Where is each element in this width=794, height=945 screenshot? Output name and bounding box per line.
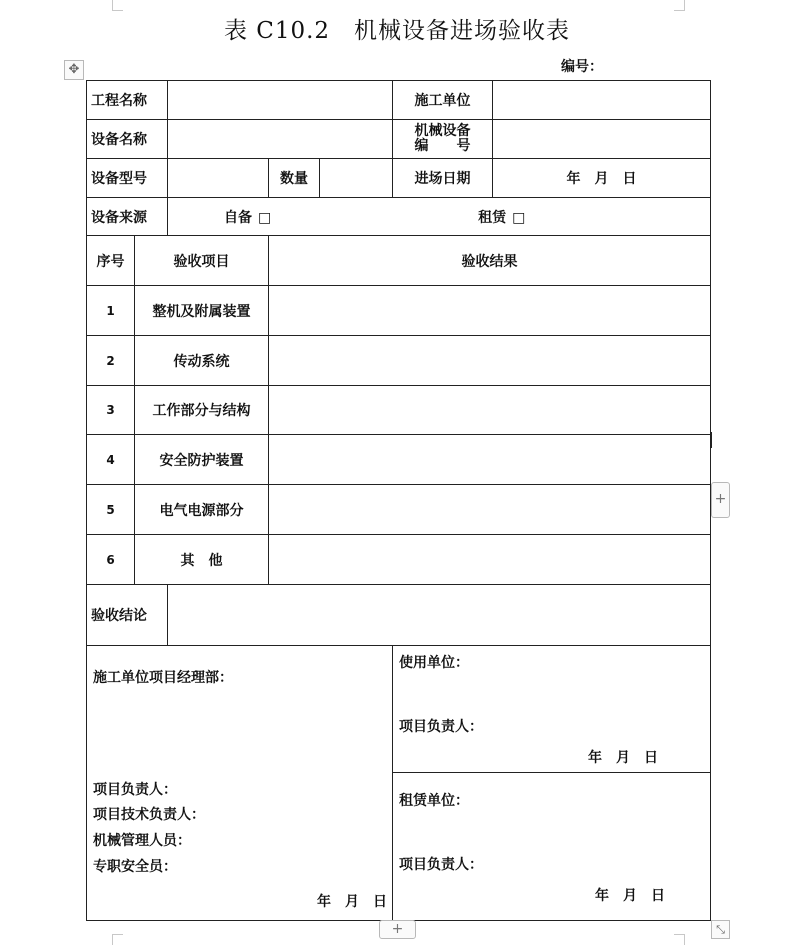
table-row <box>87 386 711 435</box>
equipment-model-label: 设备型号 <box>87 159 168 198</box>
table-row <box>87 535 711 585</box>
page-corner-bottom-right <box>674 934 685 945</box>
construction-unit-label: 施工单位 <box>393 81 493 120</box>
table-row <box>87 159 711 198</box>
table-row <box>87 336 711 386</box>
entry-date-label: 进场日期 <box>393 159 493 198</box>
item-no: 2 <box>87 336 135 386</box>
user-responsible-label: 项目负责人： <box>399 719 483 735</box>
project-name-label: 工程名称 <box>87 81 168 120</box>
source-own-label: 自备 <box>224 209 252 226</box>
equipment-number-label <box>393 120 493 159</box>
add-row-button[interactable]: + <box>379 920 416 939</box>
lease-responsible-label: 项目负责人： <box>399 857 483 873</box>
safety-officer-label: 专职安全员： <box>93 859 177 875</box>
item-no: 1 <box>87 286 135 336</box>
source-own-checkbox[interactable]: □ <box>258 209 272 226</box>
table-header-row <box>87 236 711 286</box>
item-name: 电气电源部分 <box>135 485 269 535</box>
conclusion-label: 验收结论 <box>87 585 168 646</box>
item-result-field[interactable] <box>269 386 711 435</box>
item-name: 工作部分与结构 <box>135 386 269 435</box>
technical-responsible-label: 项目技术负责人： <box>93 807 205 823</box>
project-name-field[interactable] <box>168 81 393 120</box>
add-column-button[interactable]: + <box>711 482 730 518</box>
construction-date: 年 月 日 <box>317 894 387 910</box>
item-result-field[interactable] <box>269 336 711 386</box>
table-row <box>87 120 711 159</box>
item-no: 5 <box>87 485 135 535</box>
construction-unit-field[interactable] <box>493 81 711 120</box>
item-no: 4 <box>87 435 135 485</box>
item-name: 安全防护装置 <box>135 435 269 485</box>
table-row <box>87 485 711 535</box>
source-options <box>168 198 711 236</box>
item-name: 传动系统 <box>135 336 269 386</box>
equipment-number-field[interactable] <box>493 120 711 159</box>
entry-date-field[interactable]: 年 月 日 <box>493 159 711 198</box>
col-header-no: 序号 <box>87 236 135 286</box>
table-row <box>87 286 711 336</box>
user-unit-label: 使用单位： <box>399 655 469 671</box>
lease-unit-signature-block[interactable] <box>393 773 711 921</box>
lease-unit-date: 年 月 日 <box>595 888 665 904</box>
equipment-model-field[interactable] <box>168 159 269 198</box>
item-result-field[interactable] <box>269 535 711 585</box>
construction-dept-label: 施工单位项目经理部： <box>93 670 233 686</box>
item-result-field[interactable] <box>269 485 711 535</box>
table-move-icon[interactable]: ✥ <box>64 60 84 80</box>
quantity-field[interactable] <box>320 159 393 198</box>
page-corner-top-right <box>674 0 685 11</box>
table-row <box>87 435 711 485</box>
table-row <box>87 646 711 773</box>
equipment-name-label: 设备名称 <box>87 120 168 159</box>
source-lease-label: 租赁 <box>478 209 507 226</box>
construction-signature-block[interactable] <box>87 646 393 921</box>
table-row <box>87 198 711 236</box>
table-resize-icon[interactable]: ⤡ <box>711 920 730 939</box>
item-name: 其 他 <box>135 535 269 585</box>
col-header-item: 验收项目 <box>135 236 269 286</box>
source-label: 设备来源 <box>87 198 168 236</box>
project-responsible-label: 项目负责人： <box>93 782 177 798</box>
conclusion-field[interactable] <box>168 585 711 646</box>
item-name: 整机及附属装置 <box>135 286 269 336</box>
equipment-name-field[interactable] <box>168 120 393 159</box>
user-unit-signature-block[interactable] <box>393 646 711 773</box>
user-unit-date: 年 月 日 <box>588 750 658 766</box>
page-corner-top-left <box>112 0 123 11</box>
item-result-field[interactable] <box>269 435 711 485</box>
equipment-acceptance-table <box>86 80 711 921</box>
lease-unit-label: 租赁单位： <box>399 793 469 809</box>
document-title: 表 C10.2 机械设备进场验收表 <box>223 18 571 44</box>
item-no: 6 <box>87 535 135 585</box>
page-corner-bottom-left <box>112 934 123 945</box>
table-row <box>87 585 711 646</box>
item-no: 3 <box>87 386 135 435</box>
source-lease-checkbox[interactable]: □ <box>512 209 526 226</box>
equipment-number-label-line1: 机械设备 <box>414 123 471 139</box>
item-result-field[interactable] <box>269 286 711 336</box>
machinery-manager-label: 机械管理人员： <box>93 833 191 849</box>
equipment-number-label-line2: 编 号 <box>414 138 471 154</box>
col-header-result: 验收结果 <box>269 236 711 286</box>
quantity-label: 数量 <box>269 159 320 198</box>
table-row <box>87 81 711 120</box>
serial-number-label: 编号： <box>561 59 603 75</box>
text-cursor <box>710 432 712 448</box>
